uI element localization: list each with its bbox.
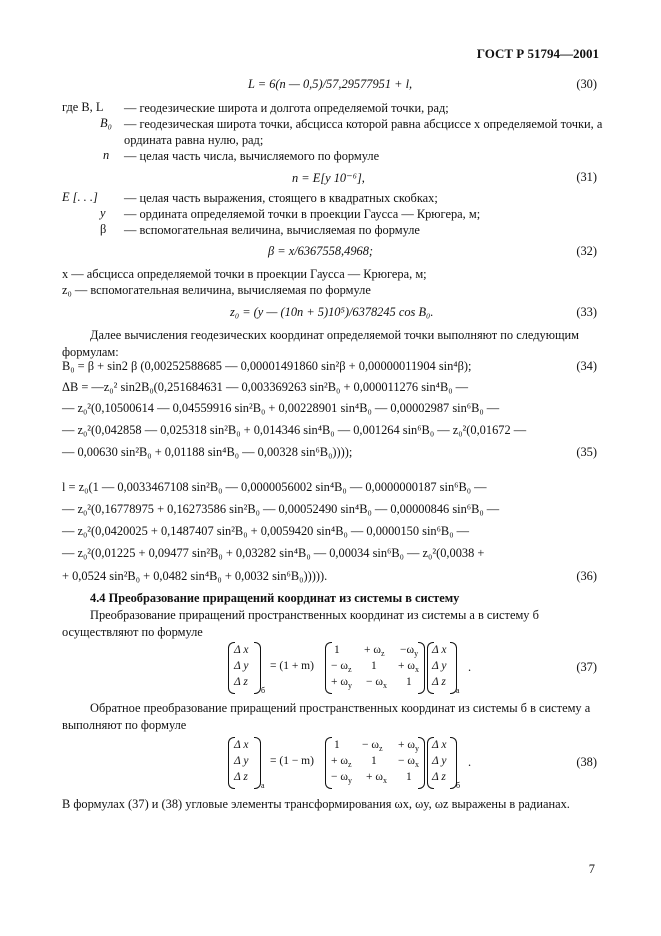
- matrix-cell: 1: [371, 660, 377, 672]
- equation-36-line: — z₀²(0,0420025 + 0,1487407 sin²B₀ + 0,0059420 sin⁴B₀ — 0,0000150 sin⁶B₀ —: [62, 524, 470, 538]
- matrix-cell: + $\omega_y$: [398, 739, 419, 753]
- equation-36-line: — z₀²(0,16778975 + 0,16273586 sin²B₀ — 0,00052490 sin⁴B₀ — 0,00000846 sin⁶B₀ —: [62, 502, 500, 516]
- vector-component: Δ z: [432, 676, 446, 688]
- definition-text: — геодезическая широта точки, абсцисса которой равна абсциссе x определяемой точки, а ордината равна нулю, рад;: [124, 117, 603, 147]
- definition-term: β: [100, 222, 107, 236]
- equation-number-37: (37): [576, 660, 597, 674]
- equation-37: [228, 642, 458, 694]
- vector-component: Δ x: [234, 644, 249, 656]
- equation-number-33: (33): [576, 305, 597, 319]
- system-subscript: б: [456, 781, 461, 790]
- definition-text: — геодезические широта и долгота определяемой точки, рад;: [124, 101, 449, 115]
- document-header: ГОСТ Р 51794—2001: [476, 46, 599, 61]
- equation-period: .: [468, 755, 472, 769]
- equation-number-38: (38): [576, 755, 597, 769]
- definition-term: B₀: [100, 116, 112, 130]
- system-subscript: б: [261, 686, 266, 695]
- matrix-cell: + $\omega_z$: [364, 644, 385, 658]
- system-subscript: а: [456, 686, 460, 695]
- definition-term: y: [100, 206, 106, 220]
- equation-31: n = E[y 10⁻⁶],: [292, 171, 365, 185]
- section-heading: 4.4 Преобразование приращений координат из системы в систему: [90, 591, 460, 605]
- matrix-cell: $-\omega_y$: [400, 644, 419, 658]
- equation-number-35: (35): [576, 445, 597, 459]
- vector-component: Δ y: [432, 660, 447, 672]
- matrix-cell: + $\omega_x$: [398, 660, 419, 674]
- equation-34: B₀ = β + sin2 β (0,00252588685 — 0,00001491860 sin²β + 0,00000011904 sin⁴β);: [62, 359, 472, 373]
- equation-number-31: (31): [576, 170, 597, 184]
- equation-38: [228, 737, 461, 790]
- paragraph: Далее вычисления геодезических координат определяемой точки выполняют по следующим формулам:: [62, 328, 579, 359]
- matrix-cell: 1: [406, 676, 412, 688]
- vector-component: Δ y: [234, 755, 249, 767]
- equation-35-line: — 0,00630 sin²B₀ + 0,01188 sin⁴B₀ — 0,00328 sin⁶B₀))));: [62, 445, 353, 459]
- definition-text: — ордината определяемой точки в проекции Гаусса — Крюгера, м;: [124, 207, 481, 221]
- equation-33: z₀ = (y — (10n + 5)10⁵)/6378245 cos B₀.: [230, 305, 434, 319]
- vector-component: Δ y: [432, 755, 447, 767]
- equation-35-line: — z₀²(0,042858 — 0,025318 sin²B₀ + 0,014346 sin⁴B₀ — 0,001264 sin⁶B₀ — z₀²(0,01672 —: [62, 423, 527, 437]
- equation-35-line: ΔB = —z₀² sin2B₀(0,251684631 — 0,003369263 sin²B₀ + 0,000011276 sin⁴B₀ —: [62, 380, 469, 394]
- matrix-cell: − $\omega_z$: [331, 660, 352, 674]
- equation-35-line: — z₀²(0,10500614 — 0,04559916 sin²B₀ + 0,00228901 sin⁴B₀ — 0,00002987 sin⁶B₀ —: [62, 401, 500, 415]
- equation-number-32: (32): [576, 244, 597, 258]
- matrix-cell: + $\omega_y$: [331, 676, 352, 690]
- vector-component: Δ z: [234, 676, 248, 688]
- matrix-cell: 1: [371, 755, 377, 767]
- matrix-cell: − $\omega_x$: [398, 755, 419, 769]
- system-subscript: а: [261, 781, 265, 790]
- equation-number-30: (30): [576, 77, 597, 91]
- matrix-cell: − $\omega_y$: [331, 771, 352, 785]
- matrix-cell: − $\omega_x$: [366, 676, 387, 690]
- scale-factor: = (1 − m): [270, 755, 314, 767]
- definition-text: — вспомогательная величина, вычисляемая по формуле: [124, 223, 420, 237]
- matrix-cell: + $\omega_z$: [331, 755, 352, 769]
- vector-component: Δ x: [234, 739, 249, 751]
- vector-component: Δ x: [432, 739, 447, 751]
- equation-36-line: + 0,0524 sin²B₀ + 0,0482 sin⁴B₀ + 0,0032 sin⁶B₀))))).: [62, 569, 328, 583]
- matrix-cell: + $\omega_x$: [366, 771, 387, 785]
- equation-36-line: l = z₀(1 — 0,0033467108 sin²B₀ — 0,0000056002 sin⁴B₀ — 0,0000000187 sin⁶B₀ —: [62, 480, 487, 494]
- definition-text: — целая часть выражения, стоящего в квадратных скобках;: [124, 191, 438, 205]
- equation-number-34: (34): [576, 359, 597, 373]
- definition-text: x — абсцисса определяемой точки в проекции Гаусса — Крюгера, м;: [62, 267, 427, 281]
- equation-30: L = 6(n — 0,5)/57,29577951 + l,: [248, 77, 413, 91]
- paragraph: В формулах (37) и (38) угловые элементы трансформирования ωx, ωy, ωz выражены в радианах.: [62, 797, 570, 811]
- vector-component: Δ x: [432, 644, 447, 656]
- vector-component: Δ z: [234, 771, 248, 783]
- paragraph: Преобразование приращений пространственных координат из системы а в систему б осуществляют по формуле: [62, 608, 539, 639]
- equation-number-36: (36): [576, 569, 597, 583]
- equation-36-line: — z₀²(0,01225 + 0,09477 sin²B₀ + 0,03282 sin⁴B₀ — 0,00034 sin⁶B₀ — z₀²(0,0038 +: [62, 546, 485, 560]
- equation-period: .: [468, 660, 472, 674]
- page-number: 7: [588, 862, 595, 876]
- definition-term: где B, L: [62, 100, 104, 114]
- vector-component: Δ y: [234, 660, 249, 672]
- matrix-cell: 1: [334, 739, 340, 751]
- definition-text: z₀ — вспомогательная величина, вычисляемая по формуле: [62, 283, 371, 297]
- paragraph: Обратное преобразование приращений пространственных координат из системы б в систему а выполняют по формуле: [62, 701, 591, 732]
- definition-term: n: [103, 148, 110, 162]
- scale-factor: = (1 + m): [270, 660, 314, 672]
- vector-component: Δ z: [432, 771, 446, 783]
- definition-text: — целая часть числа, вычисляемого по формуле: [124, 149, 380, 163]
- matrix-cell: 1: [334, 644, 340, 656]
- matrix-cell: − $\omega_z$: [362, 739, 383, 753]
- matrix-cell: 1: [406, 771, 412, 783]
- equation-32: β = x/6367558,4968;: [268, 244, 374, 258]
- definition-term: E [. . .]: [62, 190, 98, 204]
